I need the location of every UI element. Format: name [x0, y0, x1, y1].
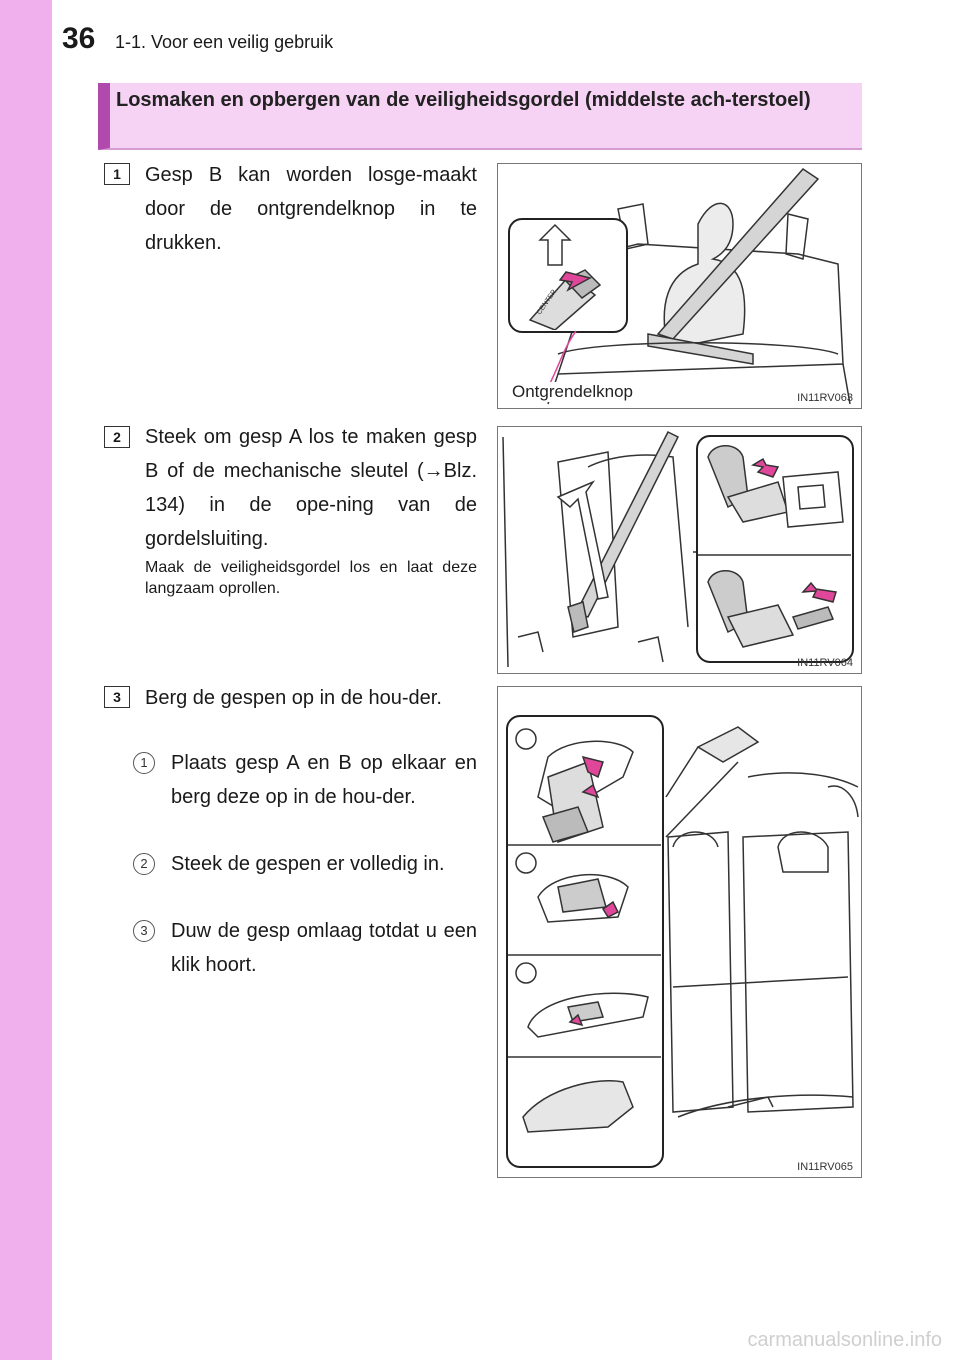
- step-2-note: Maak de veiligheidsgordel los en laat deze langzaam oprollen.: [145, 559, 477, 597]
- figure-code: IN11RV065: [797, 1161, 853, 1173]
- step-number-2: 2: [104, 426, 130, 448]
- inset-storage-steps: [506, 715, 664, 1168]
- inset-release-closeup: [508, 218, 628, 333]
- figure-label-release-button: Ontgrendelknop: [508, 382, 637, 402]
- figure-buckle-insert: [497, 426, 862, 674]
- step-number-1: 1: [104, 163, 130, 185]
- step-3-text: Berg de gespen op in de hou-der.: [145, 687, 442, 709]
- figure-code: IN11RV064: [797, 657, 853, 669]
- figure-buckle-storage: [497, 686, 862, 1178]
- inset-buckle-steps: [696, 435, 854, 663]
- running-head: 1-1. Voor een veilig gebruik: [115, 32, 334, 52]
- substep-number-2: 2: [133, 853, 155, 875]
- substep-number-3: 3: [133, 920, 155, 942]
- step-1-text: Gesp B kan worden losge-maakt door de ontgrendelknop in te drukken.: [145, 164, 477, 254]
- leader-line: [538, 329, 578, 389]
- page-side-tab: [0, 0, 52, 1360]
- page-number: 36: [62, 22, 96, 55]
- substep-1-text: Plaats gesp A en B op elkaar en berg deze op in de hou-der.: [171, 752, 477, 808]
- watermark: carmanualsonline.info: [747, 1329, 942, 1351]
- substep-2-text: Steek de gespen er volledig in.: [171, 853, 445, 875]
- section-heading: [98, 83, 862, 150]
- step-2-text: Steek om gesp A los te maken gesp B of de mechanische sleutel (→Blz. 134) in de ope-ning van de gordelsluiting.: [145, 426, 477, 550]
- substep-number-1: 1: [133, 752, 155, 774]
- figure-release-button: [497, 163, 862, 409]
- step-number-3: 3: [104, 686, 130, 708]
- figure-code: IN11RV063: [797, 392, 853, 404]
- centre-label: CENTER: [535, 288, 559, 317]
- section-title: Losmaken en opbergen van de veiligheidsgordel (middelste ach-terstoel): [116, 89, 811, 111]
- substep-3-text: Duw de gesp omlaag totdat u een klik hoort.: [171, 920, 477, 976]
